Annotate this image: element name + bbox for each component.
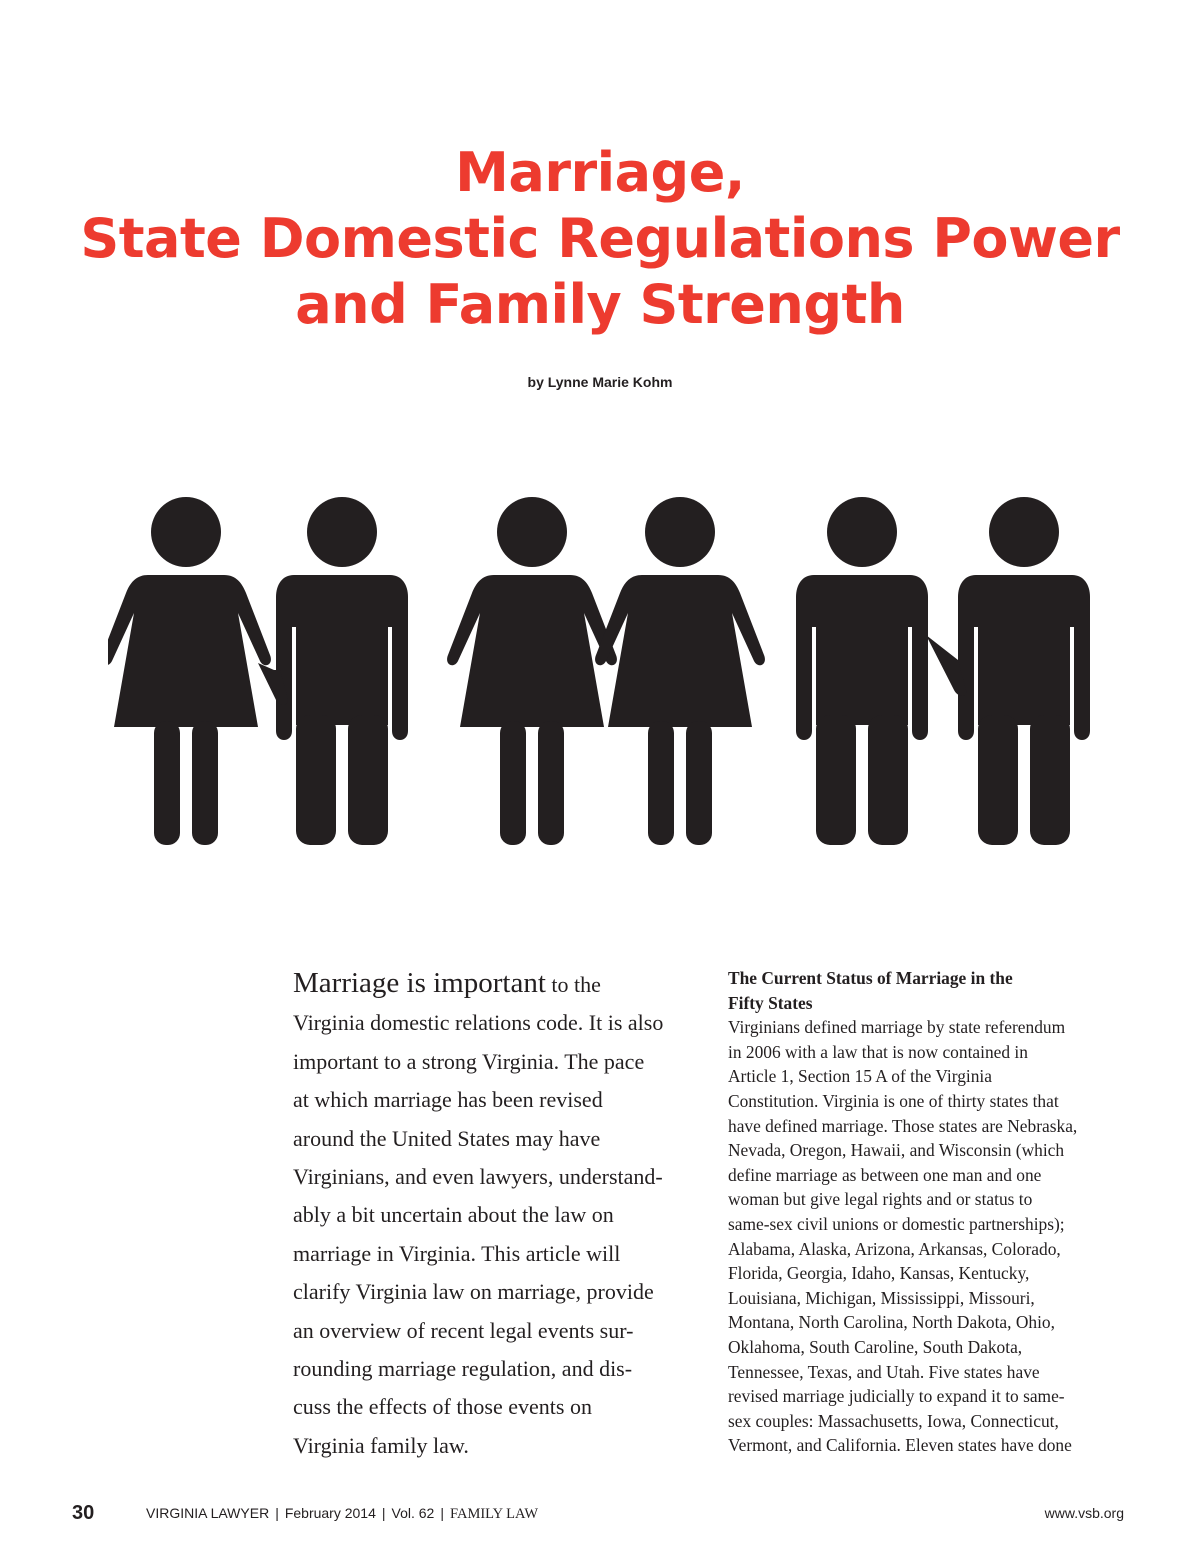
lead-in: Marriage is important <box>293 967 546 999</box>
title-line: and Family Strength <box>295 273 905 336</box>
byline: by Lynne Marie Kohm <box>527 374 673 390</box>
couples-illustration <box>108 495 1098 855</box>
lead-line: important to a strong Virginia. The pace <box>293 1048 645 1074</box>
body-line: same-sex civil unions or domestic partnerships); <box>728 1213 1065 1234</box>
page-number: 30 <box>72 1502 95 1524</box>
lead-line: clarify Virginia law on marriage, provide <box>293 1279 654 1305</box>
lead-line: an overview of recent legal events sur- <box>293 1317 634 1343</box>
issue-date: February 2014 <box>284 1505 376 1521</box>
body-line: Alabama, Alaska, Arizona, Arkansas, Colorado, <box>728 1238 1061 1259</box>
running-footer <box>146 1504 538 1523</box>
body-line: define marriage as between one man and one <box>728 1164 1042 1185</box>
body-paragraph <box>728 1015 1128 1458</box>
body-line: Virginians defined marriage by state referendum <box>728 1017 1066 1038</box>
body-line: have defined marriage. Those states are Nebraska, <box>728 1115 1078 1136</box>
section-name: FAMILY LAW <box>450 1506 538 1522</box>
lead-line: around the United States may have <box>293 1125 601 1151</box>
article-title <box>0 140 1200 338</box>
lead-line: marriage in Virginia. This article will <box>293 1240 621 1266</box>
heading-line: Fifty States <box>728 992 813 1013</box>
body-line: Florida, Georgia, Idaho, Kansas, Kentucky, <box>728 1263 1030 1284</box>
heading-line: The Current Status of Marriage in the <box>728 968 1013 988</box>
body-line: revised marriage judicially to expand it to same- <box>728 1386 1065 1407</box>
man-figure-icon <box>276 497 408 845</box>
lead-line: Virginia domestic relations code. It is also <box>293 1010 664 1036</box>
man-figure-icon <box>958 497 1090 845</box>
lead-line: rounding marriage regulation, and dis- <box>293 1356 633 1382</box>
woman-figure-icon <box>447 497 617 845</box>
body-line: Nevada, Oregon, Hawaii, and Wisconsin (which <box>728 1140 1065 1161</box>
website-link[interactable]: www.vsb.org <box>1044 1505 1124 1521</box>
body-line: Article 1, Section 15 A of the Virginia <box>728 1066 992 1087</box>
woman-figure-icon <box>108 497 271 845</box>
volume: Vol. 62 <box>391 1505 435 1521</box>
lead-line: Marriage is important to the <box>293 967 601 999</box>
man-figure-icon <box>796 497 928 845</box>
lead-line: ably a bit uncertain about the law on <box>293 1202 614 1228</box>
footer-separator: | <box>275 1505 279 1521</box>
body-line: Vermont, and California. Eleven states have done <box>728 1435 1072 1456</box>
title-line: Marriage, <box>455 141 745 204</box>
body-line: sex couples: Massachusetts, Iowa, Connecticut, <box>728 1410 1059 1431</box>
publication-name: VIRGINIA LAWYER <box>146 1505 270 1521</box>
footer-separator: | <box>381 1505 386 1521</box>
body-line: Louisiana, Michigan, Mississippi, Missouri, <box>728 1287 1035 1308</box>
body-column <box>728 966 1128 1458</box>
lead-line: cuss the effects of those events on <box>293 1394 592 1420</box>
lead-paragraph <box>293 964 703 1465</box>
footer-separator: | <box>440 1505 444 1521</box>
lead-line: Virginians, and even lawyers, understand- <box>293 1164 663 1190</box>
woman-figure-icon <box>595 497 765 845</box>
body-line: Montana, North Carolina, North Dakota, Ohio, <box>728 1312 1055 1333</box>
lead-line: Virginia family law. <box>293 1432 469 1458</box>
body-line: Tennessee, Texas, and Utah. Five states have <box>728 1361 1040 1382</box>
section-heading <box>728 966 1128 1015</box>
title-line: State Domestic Regulations Power <box>80 207 1120 270</box>
body-line: woman but give legal rights and or status to <box>728 1189 1033 1210</box>
body-line: Oklahoma, South Caroline, South Dakota, <box>728 1336 1023 1357</box>
page-footer <box>0 1500 1200 1530</box>
body-line: in 2006 with a law that is now contained in <box>728 1041 1028 1062</box>
body-line: Constitution. Virginia is one of thirty states that <box>728 1090 1059 1111</box>
lead-line: at which marriage has been revised <box>293 1087 603 1113</box>
